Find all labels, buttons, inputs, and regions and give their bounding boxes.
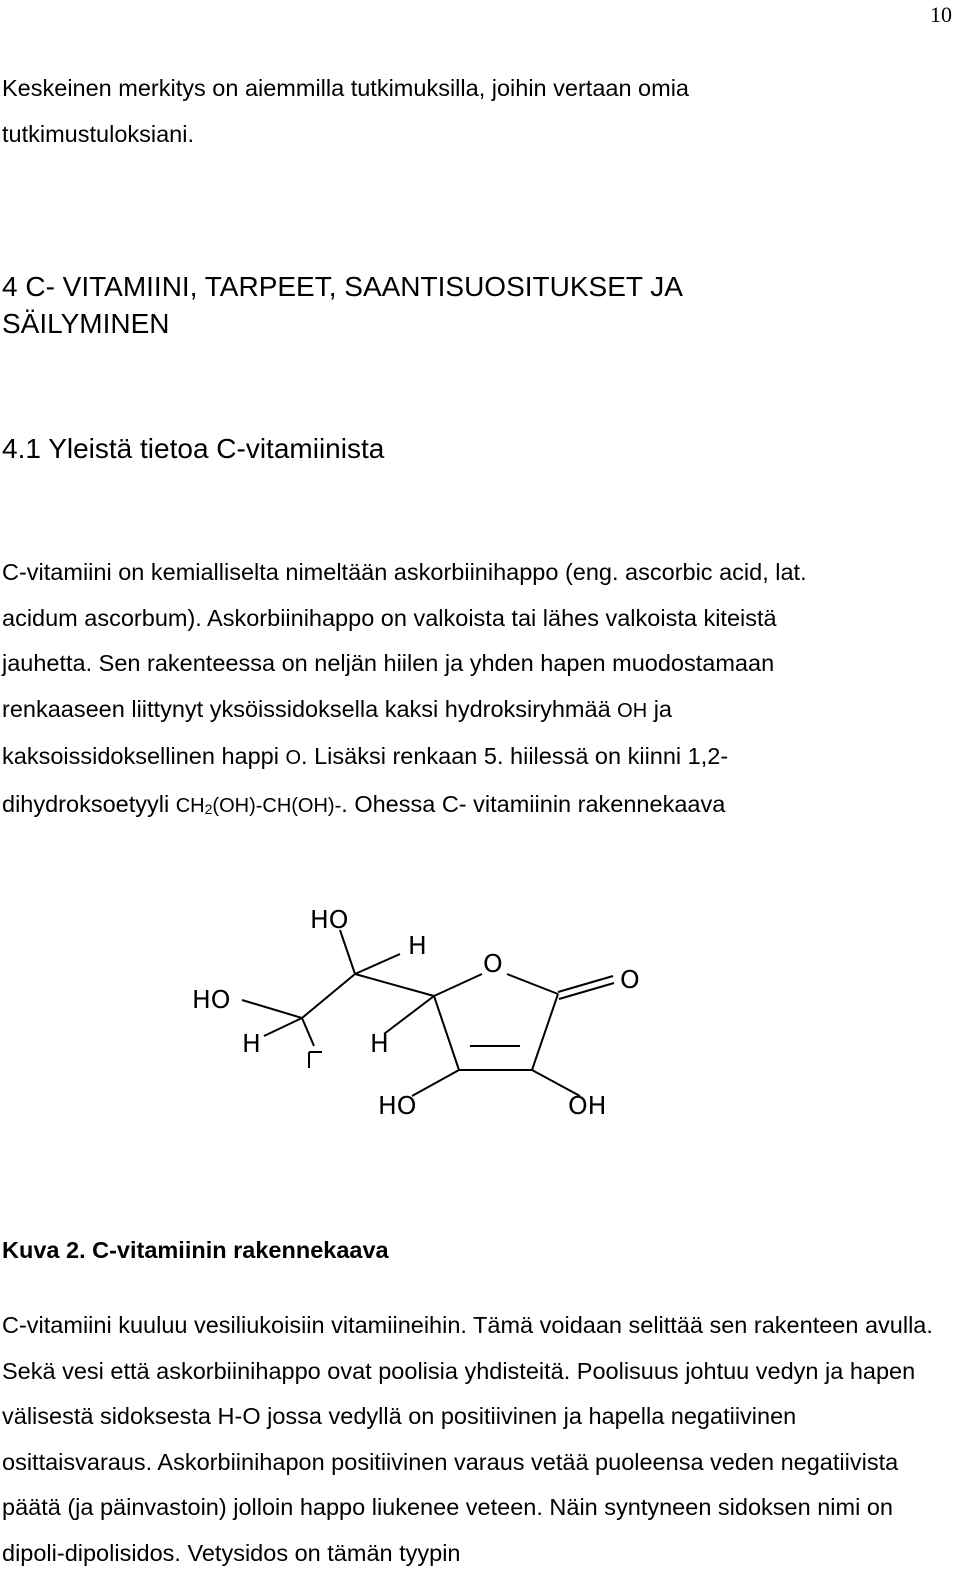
- bond-c5-h: [355, 954, 400, 974]
- bond-c1-c2: [532, 994, 558, 1070]
- oh-bottom-label: OH: [568, 1091, 607, 1120]
- bond-c4-h: [384, 996, 434, 1034]
- section-heading-4: 4 C- VITAMIINI, TARPEET, SAANTISUOSITUKSET JA SÄILYMINEN: [2, 271, 682, 339]
- section-heading-4-1: 4.1 Yleistä tietoa C-vitamiinista: [2, 433, 385, 464]
- ho-top-label: HO: [310, 905, 349, 934]
- bond-c3-c4: [434, 996, 459, 1070]
- dihydroxyethyl-formula: [176, 795, 342, 817]
- body-paragraph-2: C-vitamiini kuuluu vesiliukoisiin vitamiineihin. Tämä voidaan selittää sen rakenteen avulla. Sekä vesi että askorbiinihappo ovat poolisia yhdisteitä. Poolisuus johtuu vedyn ja hapen välisestä sidoksesta H-O jossa vedyllä on positiivinen ja hapella negatiivinen osittaisvaraus. Askorbiinihapon positiivinen varaus vetää puoleensa veden negatiivista päätä (ja päinvastoin) jolloin happo liukenee veteen. Näin syntyneen sidoksen nimi on dipoli-dipolisidos. Vetysidos on tämän tyypin: [2, 1312, 933, 1566]
- bond-o-ring-c1: [507, 974, 558, 994]
- page-number: 10: [930, 2, 952, 27]
- bond-c4-o-ring: [434, 974, 482, 996]
- hydroxyl-formula: OH: [617, 699, 648, 722]
- bond-c6-h: [264, 1018, 302, 1036]
- para1-text-4: . Ohessa C- vitamiinin rakennekaava: [341, 790, 726, 817]
- bond-c6-ho: [242, 1000, 302, 1018]
- bond-c3-ho: [412, 1070, 459, 1096]
- o-ring-label: O: [483, 949, 503, 978]
- o-carbonyl-label: O: [620, 965, 640, 994]
- hydrogen-stub: [309, 1052, 322, 1068]
- bond-c5-ho: [340, 930, 355, 974]
- h-left-label: H: [242, 1029, 261, 1058]
- ascorbic-acid-structure: [0, 880, 960, 1140]
- para1-text-2: ja kaksoissidoksellinen happi: [2, 695, 672, 769]
- formula-part-1: CH: [175, 794, 205, 817]
- structural-formula-figure: [0, 880, 960, 1140]
- bond-c6-h2: [302, 1018, 314, 1046]
- h-top-label: H: [408, 931, 427, 960]
- formula-subscript: 2: [204, 800, 213, 817]
- body-paragraph-1: [2, 550, 862, 829]
- bond-c6-c5: [302, 974, 355, 1018]
- formula-part-2: (OH)-CH(OH)-: [212, 794, 342, 817]
- bond-c5-c4: [355, 974, 434, 996]
- para1-text-1: C-vitamiini on kemialliselta nimeltään askorbiinihappo (eng. ascorbic acid, lat. acidum ascorbum). Askorbiinihappo on valkoista tai lähes valkoista kiteistä jauhetta. Sen rakenteessa on neljän hiilen ja yhden hapen muodostamaan renkaaseen liittynyt yksöissidoksella kaksi hydroksiryhmää: [2, 559, 807, 722]
- bond-c1-carbonyl-double: [559, 983, 614, 999]
- ho-bottom-label: HO: [378, 1091, 417, 1120]
- bond-c1-carbonyl: [558, 976, 613, 992]
- oxygen-formula: O: [285, 747, 302, 769]
- intro-paragraph: Keskeinen merkitys on aiemmilla tutkimuksilla, joihin vertaan omia tutkimustuloksiani.: [2, 75, 689, 147]
- h-mid-label: H: [370, 1029, 389, 1058]
- ho-left-label: HO: [192, 985, 231, 1014]
- figure-caption: Kuva 2. C-vitamiinin rakennekaava: [2, 1237, 389, 1263]
- para1-text-3: . Lisäksi renkaan 5. hiilessä on kiinni 1,2-dihydroksoetyyli: [2, 743, 729, 817]
- bond-lines: [242, 930, 614, 1096]
